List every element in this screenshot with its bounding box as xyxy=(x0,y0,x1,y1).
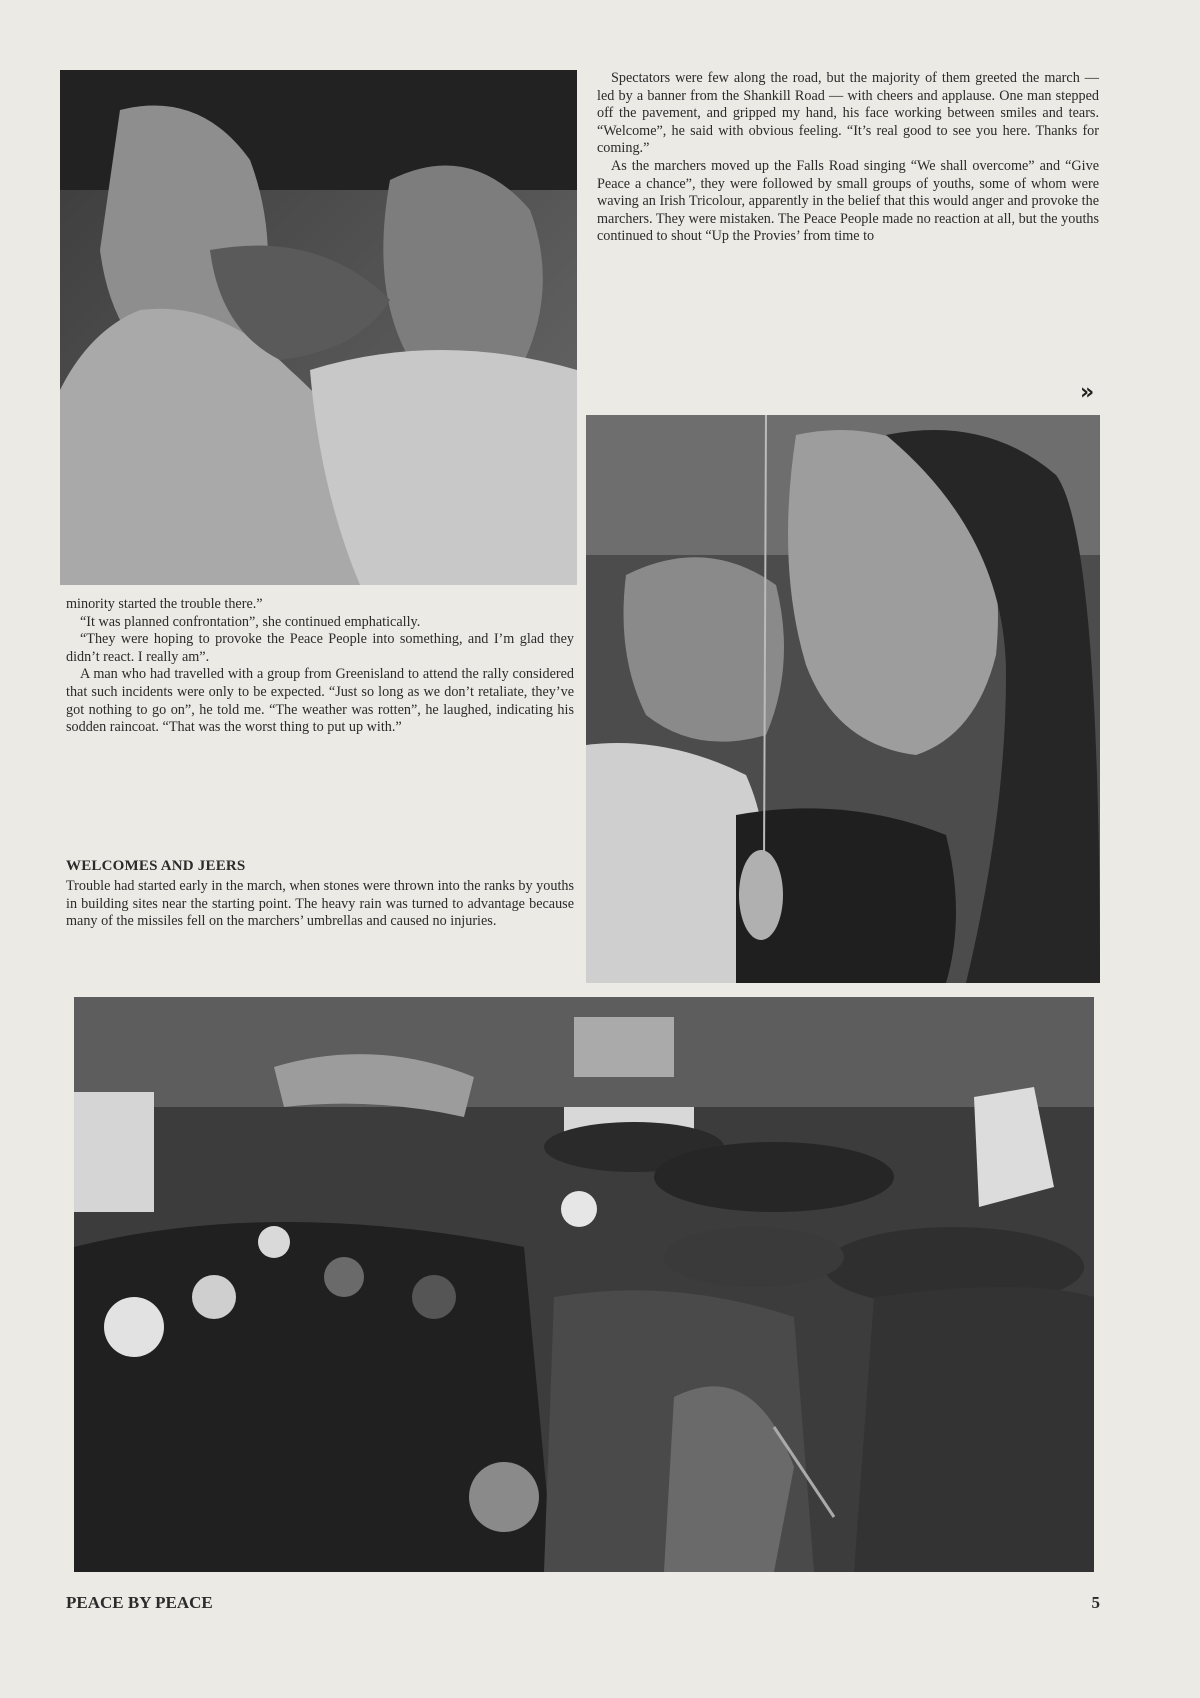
paragraph: “They were hoping to provoke the Peace People into something, and I’m glad they didn’t react. I really am”. xyxy=(66,631,574,665)
paragraph: minority started the trouble there.” xyxy=(66,596,263,612)
article-column-left-mid xyxy=(66,596,574,737)
paragraph: A man who had travelled with a group from Greenisland to attend the rally considered that such incidents were only to be expected. “Just so long as we don’t retaliate, they’ve got nothing to go on”, he told me. “The weather was rotten”, he laughed, indicating his sodden raincoat. “That was the worst thing to put up with.” xyxy=(66,666,574,736)
paragraph: Spectators were few along the road, but the majority of them greeted the march — led by a banner from the Shankill Road — with cheers and applause. One man stepped off the pavement, and gripped my hand, his face working between smiles and tears. “Welcome”, he said with obvious feeling. “It’s real good to see you here. Thanks for coming.” xyxy=(597,70,1099,157)
paragraph: As the marchers moved up the Falls Road singing “We shall overcome” and “Give Peace a chance”, they were followed by small groups of youths, some of whom were waving an Irish Tricolour, apparently in the belief that this would anger and provoke the marchers. They were mistaken. The Peace People made no reaction at all, but the youths continued to shout “Up the Provies’ from time to xyxy=(597,157,1099,245)
photo-young-man-umbrella xyxy=(586,415,1100,983)
article-column-right-top xyxy=(597,70,1099,246)
continued-arrow-icon: » xyxy=(1080,380,1095,405)
article-section-paragraph xyxy=(66,878,574,931)
photo-crowd-umbrellas xyxy=(74,997,1094,1572)
publication-name: PEACE BY PEACE xyxy=(66,1593,213,1612)
section-heading: WELCOMES AND JEERS xyxy=(66,858,246,874)
photo-embrace xyxy=(60,70,577,585)
paragraph: “It was planned confrontation”, she continued emphatically. xyxy=(80,613,421,630)
paragraph: Trouble had started early in the march, when stones were thrown into the ranks by youths in building sites near the starting point. The heavy rain was turned to advantage because many of the missiles fell on the marchers’ umbrellas and caused no injuries. xyxy=(66,878,574,930)
page-number: 5 xyxy=(1091,1593,1100,1612)
